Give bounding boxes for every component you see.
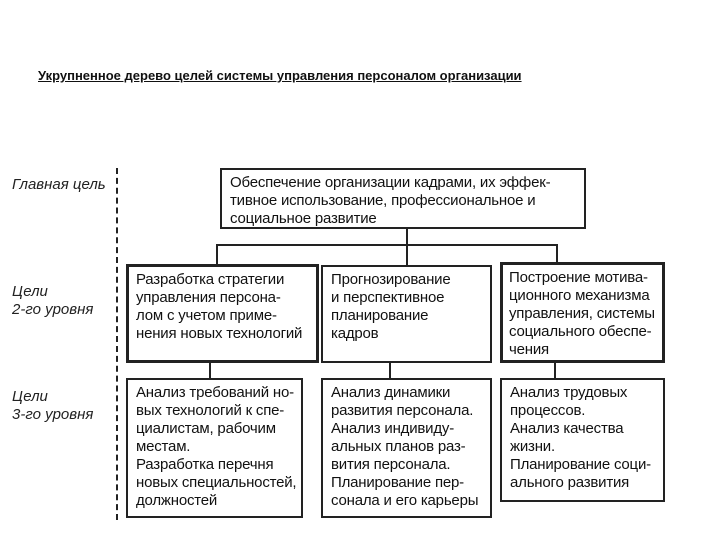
box-line: Обеспечение организации кадрами, их эффек- — [230, 174, 551, 191]
box-line: местам. — [136, 438, 191, 455]
main-goal-box — [220, 168, 586, 229]
connector — [216, 244, 558, 246]
level3-goal-box — [126, 378, 303, 518]
box-line: вых технологий к спе- — [136, 402, 285, 419]
level-label-line: Цели — [12, 388, 48, 405]
box-line: Анализ индивиду- — [331, 420, 454, 437]
box-line: Анализ трудовых — [510, 384, 628, 401]
box-line: Анализ динамики — [331, 384, 451, 401]
box-line: чения — [509, 341, 549, 358]
level3-goal-box — [500, 378, 665, 502]
box-line: Разработка перечня — [136, 456, 274, 473]
diagram-title: Укрупненное дерево целей системы управления персоналом организации — [38, 68, 522, 83]
box-line: планирование — [331, 307, 429, 324]
level-label-line: 2-го уровня — [12, 301, 94, 318]
level-label-3 — [12, 388, 93, 424]
box-line: кадров — [331, 325, 379, 342]
box-line: социального обеспе- — [509, 323, 652, 340]
level-label-line: Цели — [12, 283, 48, 300]
box-line: тивное использование, профессиональное и — [230, 192, 536, 209]
box-line: ционного механизма — [509, 287, 650, 304]
box-line: лом с учетом приме- — [136, 307, 277, 324]
box-line: процессов. — [510, 402, 586, 419]
box-line: Анализ требований но- — [136, 384, 294, 401]
box-line: новых специальностей, — [136, 474, 297, 491]
box-line: Прогнозирование — [331, 271, 451, 288]
connector — [216, 244, 218, 266]
box-line: социальное развитие — [230, 210, 377, 227]
level-label-line: 3-го уровня — [12, 406, 94, 423]
level-label-line: Главная цель — [12, 176, 106, 193]
box-line: Построение мотива- — [509, 269, 648, 286]
box-line: циалистам, рабочим — [136, 420, 276, 437]
connector — [406, 244, 408, 266]
box-line: альных планов раз- — [331, 438, 466, 455]
box-line: управления, системы — [509, 305, 655, 322]
box-line: жизни. — [510, 438, 555, 455]
box-line: управления персона- — [136, 289, 281, 306]
connector — [554, 361, 556, 379]
box-line: и перспективное — [331, 289, 445, 306]
connector — [389, 361, 391, 379]
level-label-2 — [12, 283, 93, 319]
box-line: нения новых технологий — [136, 325, 303, 342]
box-line: Планирование пер- — [331, 474, 464, 491]
level3-goal-box — [321, 378, 492, 518]
level2-goal-box — [321, 265, 492, 363]
connector — [209, 361, 211, 379]
box-line: Планирование соци- — [510, 456, 651, 473]
level-separator — [116, 168, 118, 520]
box-line: ального развития — [510, 474, 630, 491]
level2-goal-box — [500, 262, 665, 363]
box-line: развития персонала. — [331, 402, 474, 419]
box-line: Разработка стратегии — [136, 271, 285, 288]
box-line: вития персонала. — [331, 456, 451, 473]
connector — [556, 244, 558, 264]
box-line: должностей — [136, 492, 218, 509]
level2-goal-box — [126, 264, 319, 363]
box-line: сонала и его карьеры — [331, 492, 479, 509]
level-label-main — [12, 176, 106, 194]
box-line: Анализ качества — [510, 420, 624, 437]
